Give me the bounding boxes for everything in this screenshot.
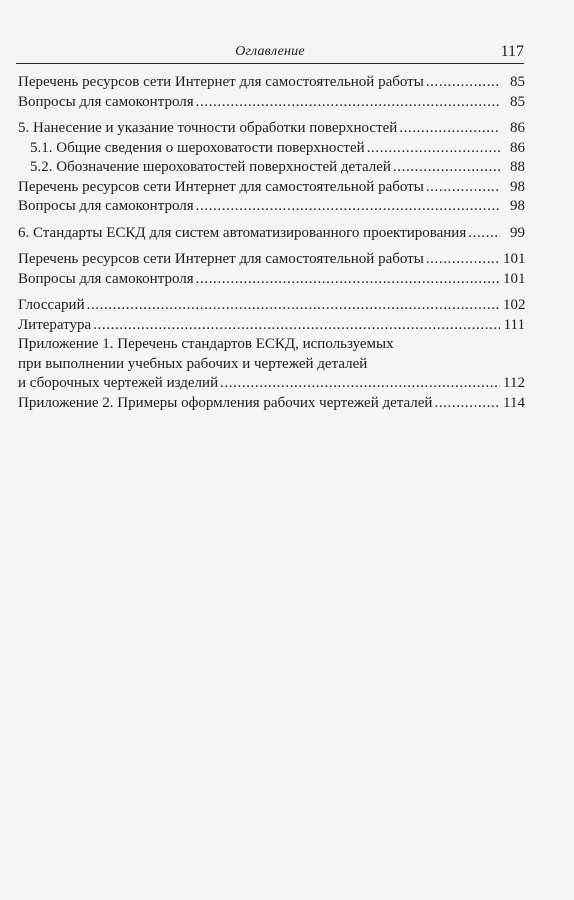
toc-entry-title: Перечень ресурсов сети Интернет для самостоятельной работы bbox=[18, 74, 424, 90]
running-title: Оглавление bbox=[235, 44, 305, 59]
toc-entry-title: Глоссарий bbox=[18, 297, 85, 313]
dot-leader bbox=[468, 224, 500, 244]
toc-entry-title-line: и сборочных чертежей изделий bbox=[18, 375, 219, 391]
toc-entry bbox=[18, 197, 525, 217]
running-header bbox=[16, 43, 524, 64]
toc-entry-multiline bbox=[18, 335, 525, 394]
toc-entry-title: Литература bbox=[18, 316, 92, 333]
toc-entry-page: 114 bbox=[503, 394, 525, 411]
toc-entry-page: 98 bbox=[510, 178, 525, 195]
toc-entry bbox=[18, 93, 525, 113]
toc-entry-title: Перечень ресурсов сети Интернет для самостоятельной работы bbox=[18, 178, 424, 195]
toc-entry-title: Вопросы для самоконтроля bbox=[18, 198, 194, 214]
dot-leader bbox=[220, 374, 500, 394]
toc-entry-page: 85 bbox=[510, 93, 525, 110]
toc-entry-page: 101 bbox=[503, 251, 526, 267]
toc-entry-page: 98 bbox=[510, 198, 525, 214]
toc-entry-title-line: Приложение 1. Перечень стандартов ЕСКД, используемых bbox=[18, 336, 394, 352]
toc-entry-last-line bbox=[18, 374, 525, 394]
toc-entry-page: 101 bbox=[503, 270, 526, 287]
toc-entry-title-line: при выполнении учебных рабочих и чертежей деталей bbox=[18, 355, 368, 372]
dot-leader bbox=[426, 73, 500, 93]
dot-leader bbox=[93, 316, 500, 336]
toc-entry bbox=[18, 316, 525, 336]
toc-entry-title: 6. Стандарты ЕСКД для систем автоматизированного проектирования bbox=[18, 224, 467, 241]
dot-leader bbox=[426, 178, 500, 198]
toc-entry-title: Перечень ресурсов сети Интернет для самостоятельной работы bbox=[18, 251, 424, 267]
toc-entry-title: 5.1. Общие сведения о шероховатости поверхностей bbox=[30, 139, 365, 156]
dot-leader bbox=[196, 93, 500, 113]
dot-leader bbox=[367, 139, 500, 159]
dot-leader bbox=[196, 270, 500, 290]
toc-entry bbox=[18, 119, 525, 139]
toc-entry-page: 85 bbox=[510, 74, 525, 90]
dot-leader bbox=[393, 158, 500, 178]
toc-entry bbox=[18, 178, 525, 198]
toc-entry-title: 5. Нанесение и указание точности обработки поверхностей bbox=[18, 120, 398, 136]
dot-leader bbox=[434, 394, 500, 414]
toc-entry-page: 86 bbox=[510, 120, 525, 136]
table-of-contents bbox=[18, 73, 525, 413]
toc-entry-title: Вопросы для самоконтроля bbox=[18, 93, 194, 110]
toc-entry-page: 111 bbox=[503, 316, 525, 333]
toc-entry-title: Вопросы для самоконтроля bbox=[18, 270, 194, 287]
toc-entry bbox=[18, 296, 525, 316]
dot-leader bbox=[196, 197, 500, 217]
toc-entry bbox=[18, 250, 525, 270]
toc-entry-page: 88 bbox=[510, 159, 525, 175]
toc-entry-page: 86 bbox=[510, 139, 525, 156]
toc-entry-title: 5.2. Обозначение шероховатостей поверхностей деталей bbox=[30, 159, 391, 175]
toc-subentry bbox=[18, 158, 525, 178]
toc-entry-page: 99 bbox=[510, 224, 525, 241]
toc-entry bbox=[18, 270, 525, 290]
toc-entry bbox=[18, 394, 525, 414]
toc-entry-page: 112 bbox=[503, 375, 525, 391]
dot-leader bbox=[426, 250, 500, 270]
page-number: 117 bbox=[500, 43, 524, 60]
dot-leader bbox=[399, 119, 500, 139]
toc-entry-page: 102 bbox=[503, 297, 526, 313]
toc-entry-title: Приложение 2. Примеры оформления рабочих чертежей деталей bbox=[18, 394, 433, 411]
toc-subentry bbox=[18, 139, 525, 159]
dot-leader bbox=[87, 296, 500, 316]
toc-entry bbox=[18, 73, 525, 93]
toc-entry bbox=[18, 224, 525, 244]
